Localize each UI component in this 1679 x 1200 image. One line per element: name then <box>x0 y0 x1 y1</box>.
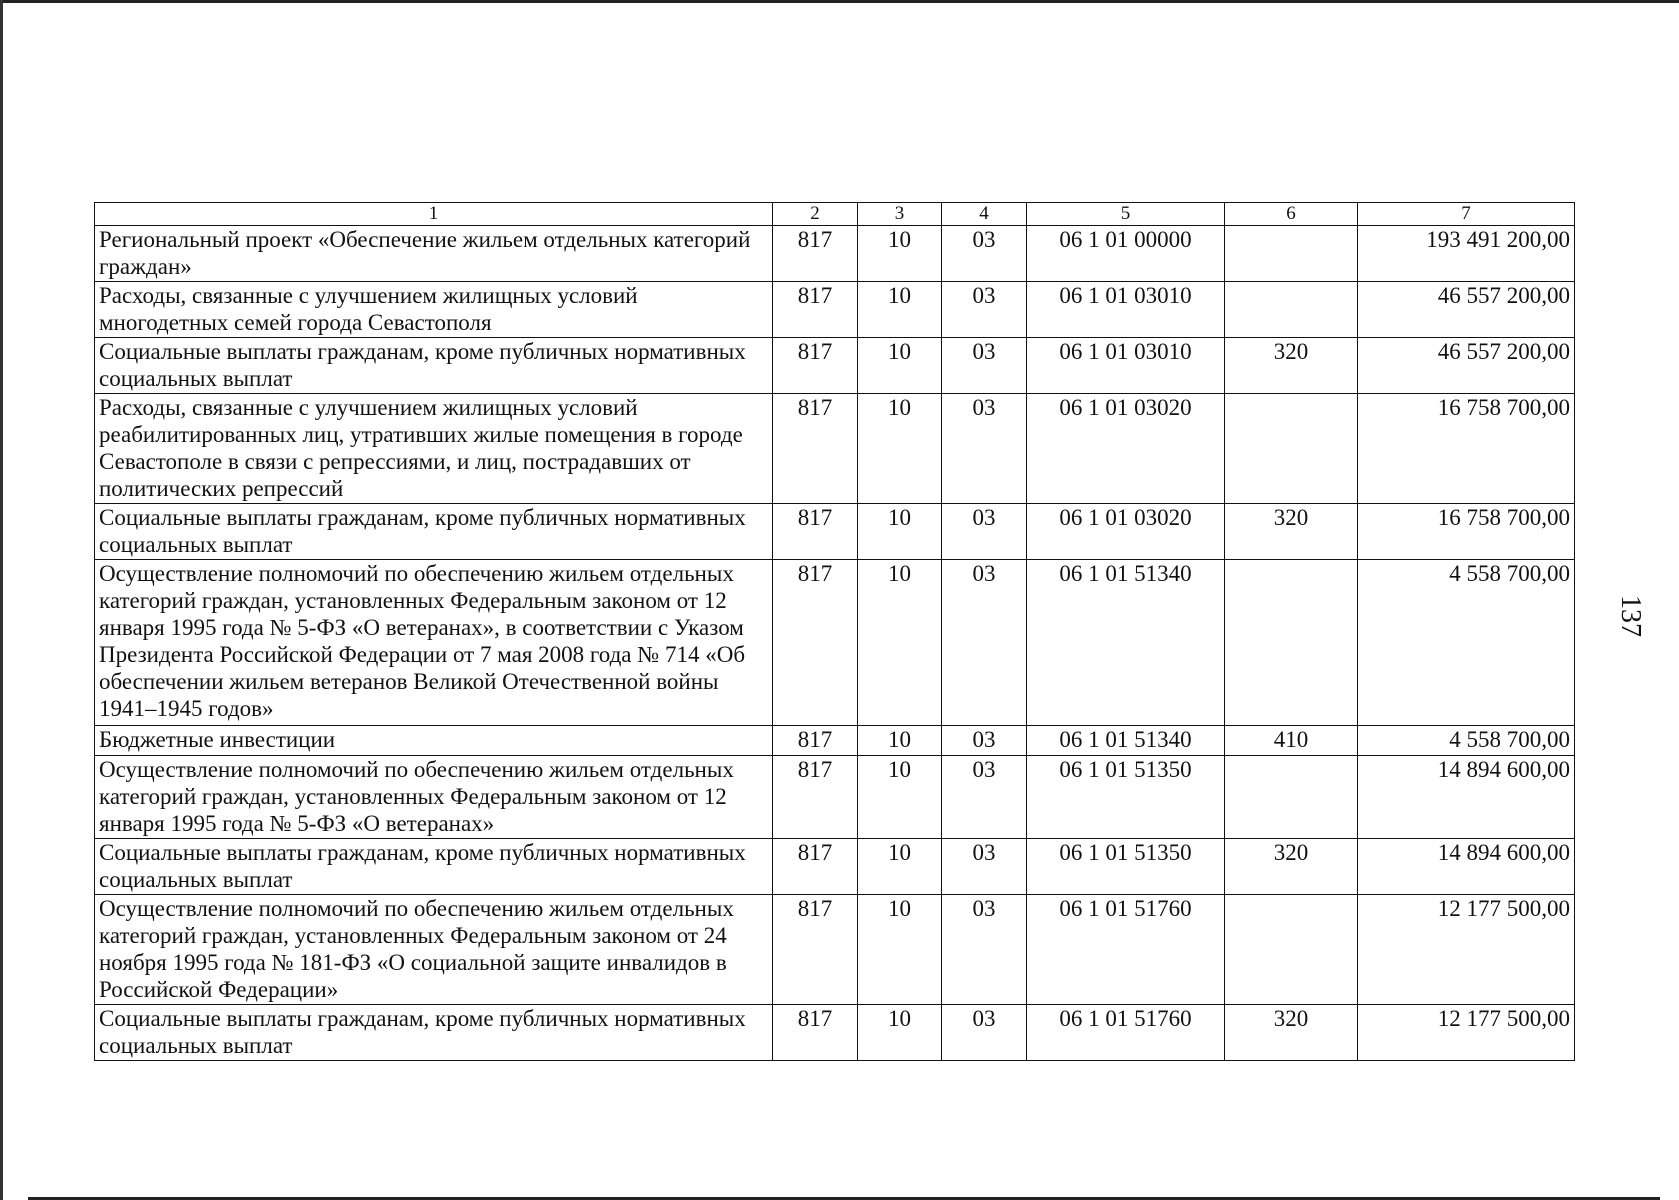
row-name: Осуществление полномочий по обеспечению жильем отдельных категорий граждан, установленных Федеральным законом от 12 января 1995 года № 5-ФЗ «О ветеранах» <box>95 756 773 839</box>
row-section: 10 <box>858 756 942 839</box>
row-subsection: 03 <box>942 560 1027 726</box>
row-subsection: 03 <box>942 338 1027 394</box>
table-row <box>95 726 1575 756</box>
table-row <box>95 839 1575 895</box>
row-target-article: 06 1 01 51350 <box>1027 756 1225 839</box>
row-subsection: 03 <box>942 226 1027 282</box>
row-amount: 4 558 700,00 <box>1358 726 1575 756</box>
row-subsection: 03 <box>942 839 1027 895</box>
row-amount: 46 557 200,00 <box>1358 338 1575 394</box>
row-amount: 12 177 500,00 <box>1358 895 1575 1005</box>
table-row <box>95 1005 1575 1061</box>
row-target-article: 06 1 01 03020 <box>1027 394 1225 504</box>
table-row <box>95 282 1575 338</box>
row-expense-type <box>1225 394 1358 504</box>
row-admin-code: 817 <box>773 226 858 282</box>
row-admin-code: 817 <box>773 282 858 338</box>
row-target-article: 06 1 01 51760 <box>1027 1005 1225 1061</box>
row-target-article: 06 1 01 51760 <box>1027 895 1225 1005</box>
row-name: Социальные выплаты гражданам, кроме публичных нормативных социальных выплат <box>95 1005 773 1061</box>
row-name: Осуществление полномочий по обеспечению жильем отдельных категорий граждан, установленных Федеральным законом от 12 января 1995 года № 5-ФЗ «О ветеранах», в соответствии с Указом Президента Российской Федерации от 7 мая 2008 года № 714 «Об обеспечении жильем ветеранов Великой Отечественной войны 1941–1945 годов» <box>95 560 773 726</box>
column-header: 3 <box>858 203 942 226</box>
row-expense-type <box>1225 756 1358 839</box>
row-admin-code: 817 <box>773 756 858 839</box>
row-expense-type <box>1225 226 1358 282</box>
row-subsection: 03 <box>942 895 1027 1005</box>
row-name: Социальные выплаты гражданам, кроме публичных нормативных социальных выплат <box>95 839 773 895</box>
row-expense-type <box>1225 282 1358 338</box>
row-section: 10 <box>858 1005 942 1061</box>
table-header-row <box>95 203 1575 226</box>
row-expense-type: 320 <box>1225 1005 1358 1061</box>
row-amount: 46 557 200,00 <box>1358 282 1575 338</box>
row-admin-code: 817 <box>773 1005 858 1061</box>
row-admin-code: 817 <box>773 895 858 1005</box>
column-header: 7 <box>1358 203 1575 226</box>
row-amount: 12 177 500,00 <box>1358 1005 1575 1061</box>
row-name: Расходы, связанные с улучшением жилищных условий реабилитированных лиц, утративших жилые помещения в городе Севастополе в связи с репрессиями, и лиц, пострадавших от политических репрессий <box>95 394 773 504</box>
row-subsection: 03 <box>942 504 1027 560</box>
row-section: 10 <box>858 895 942 1005</box>
row-amount: 16 758 700,00 <box>1358 504 1575 560</box>
page-number: 137 <box>1615 595 1646 637</box>
row-admin-code: 817 <box>773 839 858 895</box>
row-subsection: 03 <box>942 394 1027 504</box>
budget-table <box>94 202 1575 1061</box>
row-expense-type: 320 <box>1225 338 1358 394</box>
row-admin-code: 817 <box>773 560 858 726</box>
row-name: Социальные выплаты гражданам, кроме публичных нормативных социальных выплат <box>95 338 773 394</box>
row-amount: 4 558 700,00 <box>1358 560 1575 726</box>
row-name: Бюджетные инвестиции <box>95 726 773 756</box>
row-section: 10 <box>858 338 942 394</box>
row-target-article: 06 1 01 03020 <box>1027 504 1225 560</box>
column-header: 6 <box>1225 203 1358 226</box>
row-name: Социальные выплаты гражданам, кроме публичных нормативных социальных выплат <box>95 504 773 560</box>
row-section: 10 <box>858 504 942 560</box>
row-section: 10 <box>858 394 942 504</box>
table-row <box>95 394 1575 504</box>
row-target-article: 06 1 01 51340 <box>1027 560 1225 726</box>
row-admin-code: 817 <box>773 394 858 504</box>
row-section: 10 <box>858 282 942 338</box>
row-admin-code: 817 <box>773 338 858 394</box>
row-expense-type: 320 <box>1225 839 1358 895</box>
row-expense-type: 410 <box>1225 726 1358 756</box>
column-header: 2 <box>773 203 858 226</box>
scan-edge-left <box>0 0 3 1200</box>
row-target-article: 06 1 01 03010 <box>1027 338 1225 394</box>
row-expense-type <box>1225 560 1358 726</box>
table-row <box>95 895 1575 1005</box>
row-subsection: 03 <box>942 726 1027 756</box>
row-admin-code: 817 <box>773 504 858 560</box>
column-header: 4 <box>942 203 1027 226</box>
row-section: 10 <box>858 839 942 895</box>
row-amount: 193 491 200,00 <box>1358 226 1575 282</box>
row-admin-code: 817 <box>773 726 858 756</box>
scan-edge-top <box>0 0 1679 3</box>
row-subsection: 03 <box>942 756 1027 839</box>
row-expense-type: 320 <box>1225 504 1358 560</box>
row-target-article: 06 1 01 51340 <box>1027 726 1225 756</box>
row-section: 10 <box>858 726 942 756</box>
row-target-article: 06 1 01 51350 <box>1027 839 1225 895</box>
table-row <box>95 504 1575 560</box>
row-subsection: 03 <box>942 1005 1027 1061</box>
table-row <box>95 756 1575 839</box>
column-header: 1 <box>95 203 773 226</box>
row-section: 10 <box>858 560 942 726</box>
row-name: Региональный проект «Обеспечение жильем отдельных категорий граждан» <box>95 226 773 282</box>
row-amount: 14 894 600,00 <box>1358 839 1575 895</box>
row-amount: 14 894 600,00 <box>1358 756 1575 839</box>
row-name: Расходы, связанные с улучшением жилищных условий многодетных семей города Севастополя <box>95 282 773 338</box>
row-target-article: 06 1 01 00000 <box>1027 226 1225 282</box>
row-expense-type <box>1225 895 1358 1005</box>
table-row <box>95 226 1575 282</box>
row-amount: 16 758 700,00 <box>1358 394 1575 504</box>
table-row <box>95 338 1575 394</box>
column-header: 5 <box>1027 203 1225 226</box>
table-row <box>95 560 1575 726</box>
row-name: Осуществление полномочий по обеспечению жильем отдельных категорий граждан, установленных Федеральным законом от 24 ноября 1995 года № 181-ФЗ «О социальной защите инвалидов в Российской Федерации» <box>95 895 773 1005</box>
row-section: 10 <box>858 226 942 282</box>
row-subsection: 03 <box>942 282 1027 338</box>
row-target-article: 06 1 01 03010 <box>1027 282 1225 338</box>
